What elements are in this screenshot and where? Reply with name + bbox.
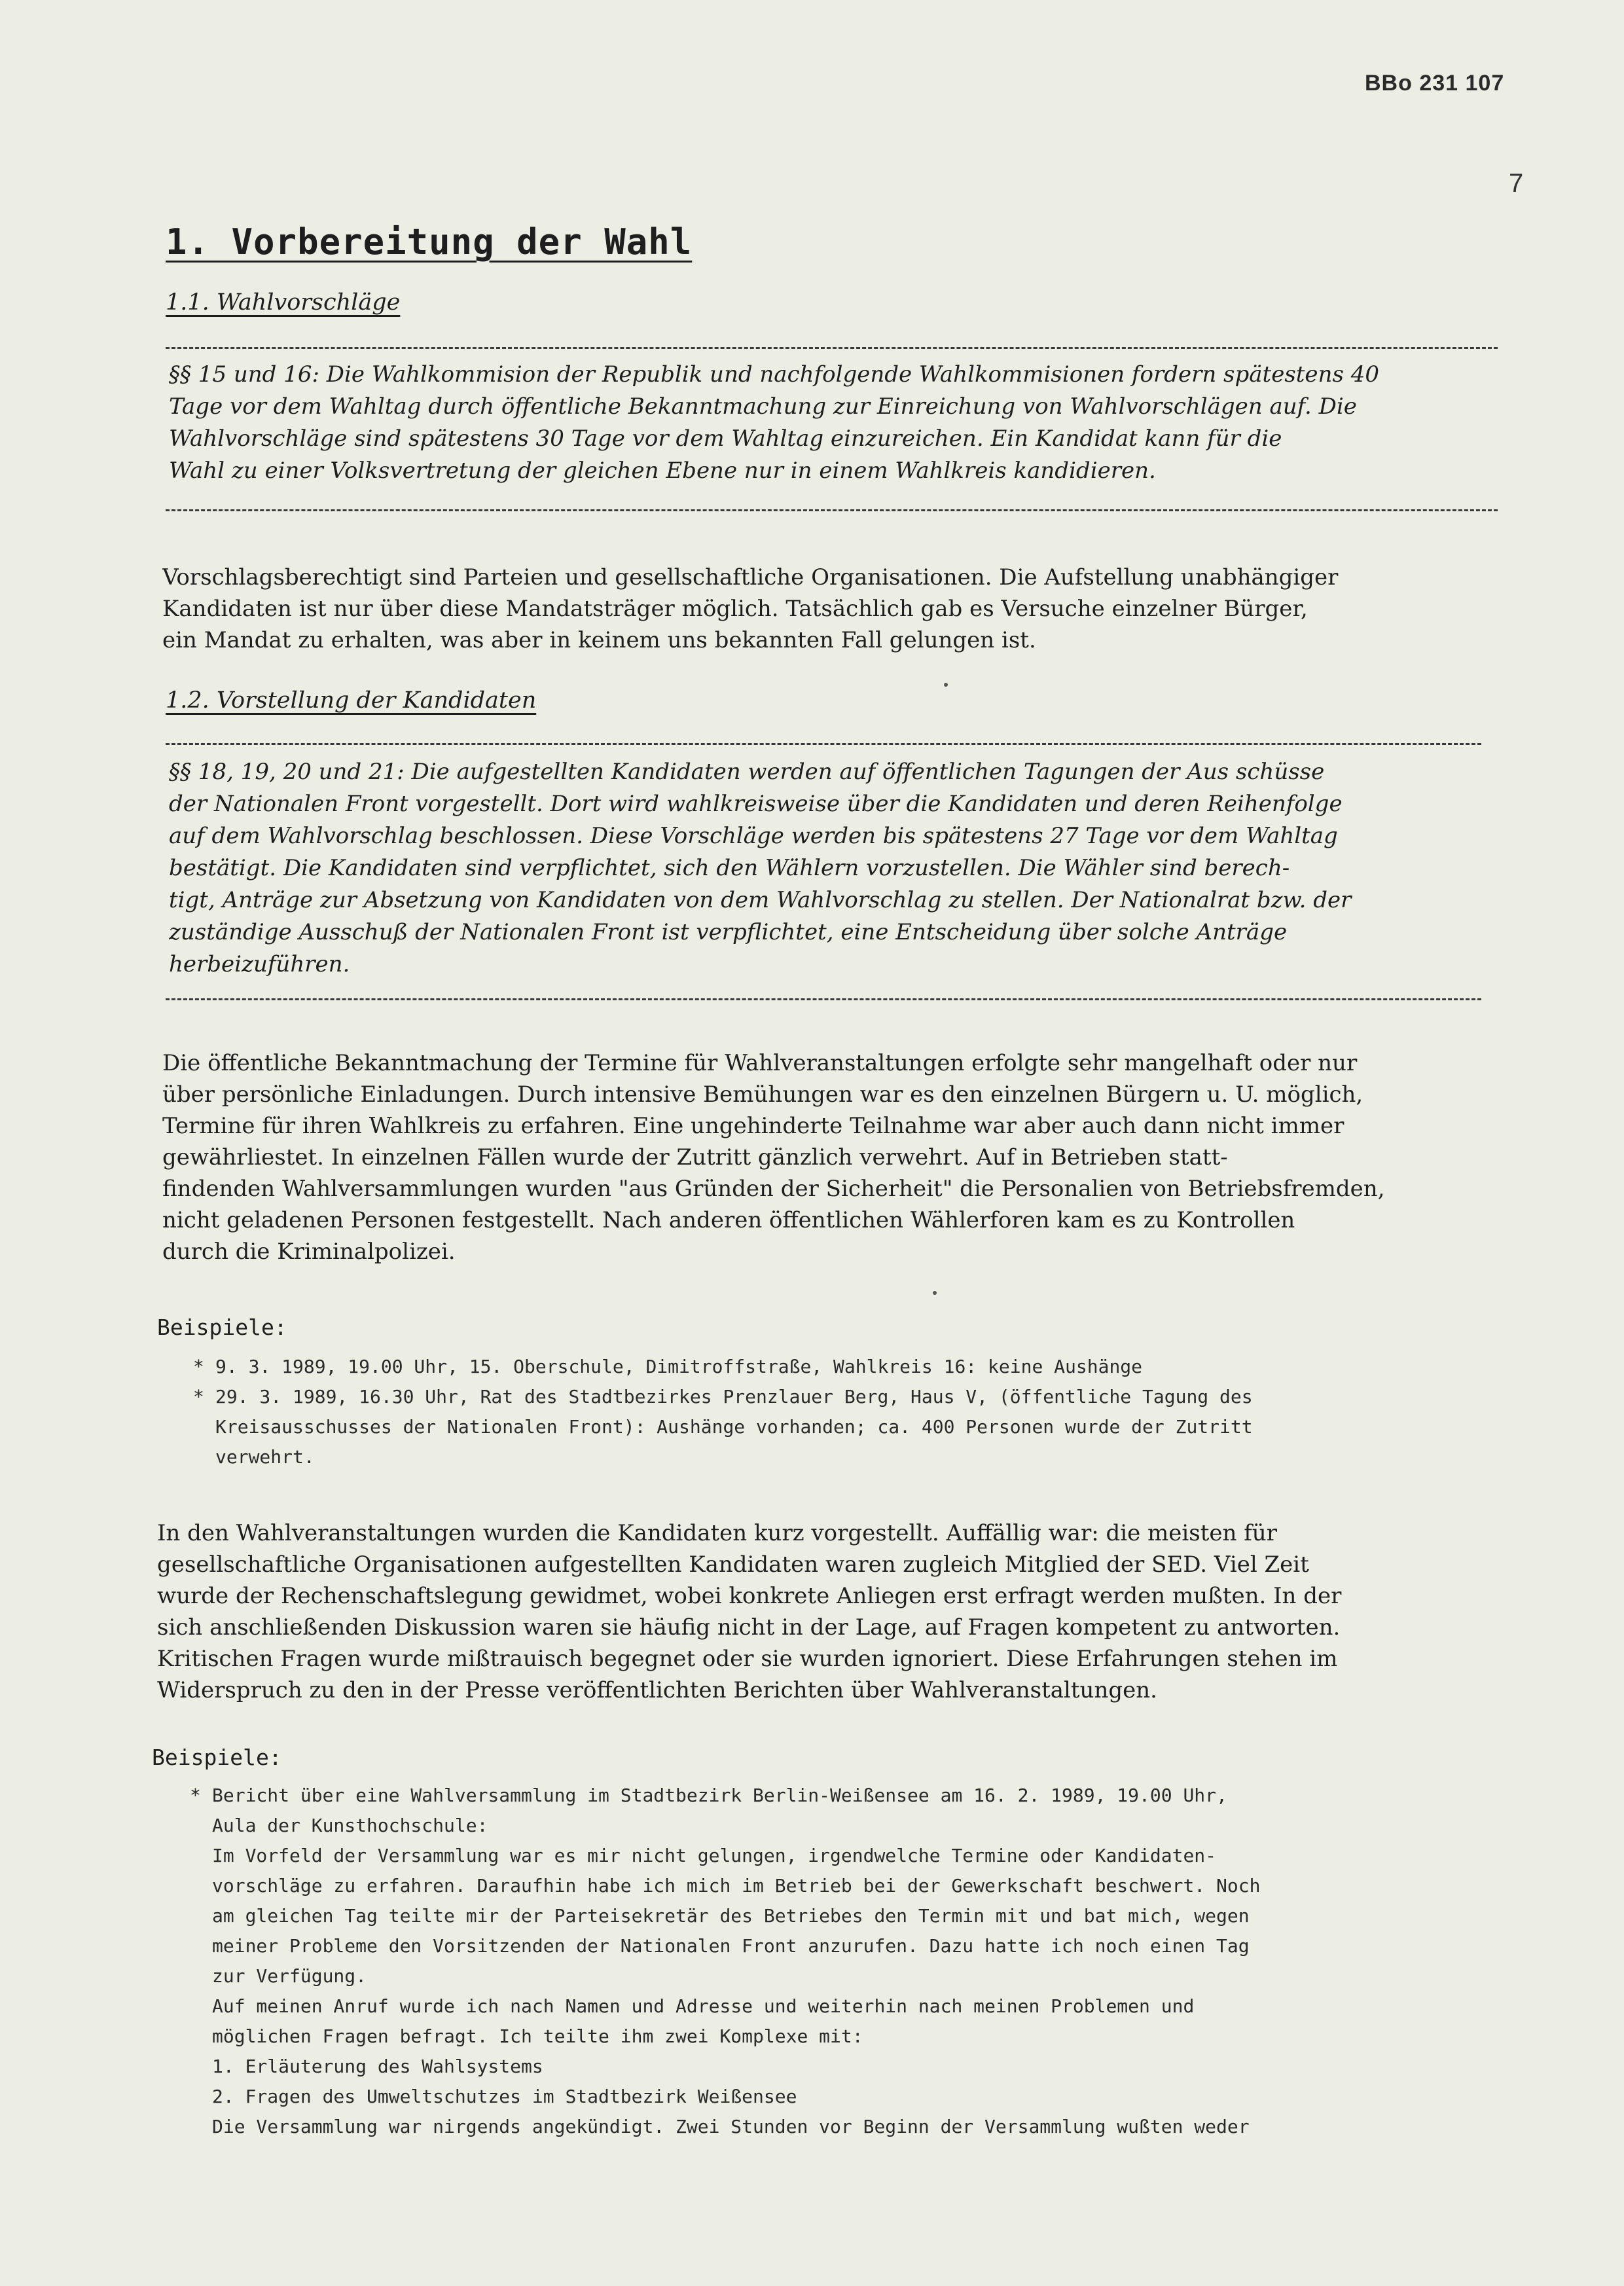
legal-text-1-1 — [169, 359, 1498, 487]
text-line: 29. 3. 1989, 16.30 Uhr, Rat des Stadtbezirkes Prenzlauer Berg, Haus V, (öffentliche Tagung des — [215, 1386, 1253, 1407]
text-line: Kandidaten ist nur über diese Mandatsträger möglich. Tatsächlich gab es Versuche einzelner Bürger, — [162, 596, 1308, 622]
list-item — [193, 1382, 1489, 1472]
examples-label-2: Beispiele: — [152, 1745, 282, 1770]
text-line: vorschläge zu erfahren. Daraufhin habe ich mich im Betrieb bei der Gewerkschaft beschwert. Noch — [212, 1875, 1261, 1896]
text-line: Aula der Kunsthochschule: — [212, 1815, 488, 1836]
list-item-text — [215, 1382, 1253, 1472]
divider — [166, 347, 1498, 349]
text-line: findenden Wahlversammlungen wurden "aus Gründen der Sicherheit" die Personalien von Betriebsfremden, — [162, 1176, 1385, 1202]
bullet-marker: * — [193, 1386, 204, 1407]
section-title-1-1: 1.1. Wahlvorschläge — [166, 289, 401, 316]
text-line: gewährliestet. In einzelnen Fällen wurde der Zutritt gänzlich verwehrt. Auf in Betrieben statt- — [162, 1144, 1228, 1170]
list-item — [193, 1352, 1489, 1382]
text-line: sich anschließenden Diskussion waren sie häufig nicht in der Lage, auf Fragen kompetent zu antworten. — [157, 1614, 1341, 1641]
text-line: Wahlvorschläge sind spätestens 30 Tage vor dem Wahltag einzureichen. Ein Kandidat kann für die — [169, 426, 1282, 452]
text-line: wurde der Rechenschaftslegung gewidmet, wobei konkrete Anliegen erst erfragt werden mußten. In der — [157, 1583, 1342, 1609]
speck-mark — [944, 683, 948, 687]
text-line: Kreisausschusses der Nationalen Front): Aushänge vorhanden; ca. 400 Personen wurde der Zutritt — [215, 1416, 1253, 1438]
legal-text-1-2 — [169, 756, 1501, 981]
text-line: Auf meinen Anruf wurde ich nach Namen und Adresse und weiterhin nach meinen Problemen und — [212, 1995, 1195, 2017]
bullet-marker: * — [193, 1356, 204, 1377]
divider — [166, 743, 1481, 745]
text-line: ein Mandat zu erhalten, was aber in keinem uns bekannten Fall gelungen ist. — [162, 627, 1036, 653]
speck-mark — [933, 1291, 937, 1295]
text-line: herbeizuführen. — [169, 951, 350, 977]
chapter-heading: 1. Vorbereitung der Wahl — [166, 221, 693, 263]
text-line: tigt, Anträge zur Absetzung von Kandidaten von dem Wahlvorschlag zu stellen. Der Nationalrat bzw. der — [169, 887, 1352, 913]
text-line: 2. Fragen des Umweltschutzes im Stadtbezirk Weißensee — [212, 2086, 797, 2107]
text-line: 1. Erläuterung des Wahlsystems — [212, 2056, 543, 2077]
paragraph-1-1 — [162, 562, 1498, 656]
text-line: §§ 18, 19, 20 und 21: Die aufgestellten Kandidaten werden auf öffentlichen Tagungen der Aus schüsse — [169, 759, 1325, 785]
text-line: bestätigt. Die Kandidaten sind verpflichtet, sich den Wählern vorzustellen. Die Wähler sind berech- — [169, 855, 1290, 881]
text-line: verwehrt. — [215, 1446, 315, 1468]
text-line: zur Verfügung. — [212, 1965, 367, 1987]
section-title-1-2: 1.2. Vorstellung der Kandidaten — [166, 687, 537, 714]
text-line: Im Vorfeld der Versammlung war es mir nicht gelungen, irgendwelche Termine oder Kandidaten- — [212, 1845, 1217, 1866]
text-line: Tage vor dem Wahltag durch öffentliche Bekanntmachung zur Einreichung von Wahlvorschlägen auf. Die — [169, 393, 1357, 420]
text-line: gesellschaftliche Organisationen aufgestellten Kandidaten waren zugleich Mitglied der SED. Viel Zeit — [157, 1551, 1309, 1578]
archive-id: BBo 231 107 — [1365, 71, 1505, 96]
text-line: möglichen Fragen befragt. Ich teilte ihm zwei Komplexe mit: — [212, 2025, 863, 2047]
examples-label: Beispiele: — [157, 1315, 287, 1340]
text-line: In den Wahlveranstaltungen wurden die Kandidaten kurz vorgestellt. Auffällig war: die meisten für — [157, 1520, 1277, 1546]
text-line: Vorschlagsberechtigt sind Parteien und gesellschaftliche Organisationen. Die Aufstellung unabhängiger — [162, 564, 1339, 590]
text-line: Termine für ihren Wahlkreis zu erfahren. Eine ungehinderte Teilnahme war aber auch dann nicht immer — [162, 1113, 1344, 1139]
text-line: durch die Kriminalpolizei. — [162, 1239, 456, 1265]
text-line: meiner Probleme den Vorsitzenden der Nationalen Front anzurufen. Dazu hatte ich noch einen Tag — [212, 1935, 1250, 1957]
examples-list — [193, 1352, 1489, 1472]
divider — [166, 509, 1498, 511]
text-line: zuständige Ausschuß der Nationalen Front ist verpflichtet, eine Entscheidung über solche Anträge — [169, 919, 1288, 945]
page-number: 7 — [1509, 169, 1524, 198]
text-line: §§ 15 und 16: Die Wahlkommision der Republik und nachfolgende Wahlkommisionen fordern spätestens 40 — [169, 361, 1379, 388]
divider — [166, 998, 1481, 1000]
report-block — [190, 1781, 1492, 2142]
text-line: nicht geladenen Personen festgestellt. Nach anderen öffentlichen Wählerforen kam es zu Kontrollen — [162, 1207, 1295, 1233]
text-line: 9. 3. 1989, 19.00 Uhr, 15. Oberschule, Dimitroffstraße, Wahlkreis 16: keine Aushänge — [215, 1356, 1143, 1377]
list-item — [190, 1781, 1492, 2142]
text-line: am gleichen Tag teilte mir der Parteisekretär des Betriebes den Termin mit und bat mich, wegen — [212, 1905, 1250, 1927]
text-line: Die Versammlung war nirgends angekündigt. Zwei Stunden vor Beginn der Versammlung wußten weder — [212, 2116, 1250, 2137]
text-line: Die öffentliche Bekanntmachung der Termine für Wahlveranstaltungen erfolgte sehr mangelhaft oder nur — [162, 1050, 1358, 1076]
text-line: Kritischen Fragen wurde mißtrauisch begegnet oder sie wurden ignoriert. Diese Erfahrungen stehen im — [157, 1646, 1338, 1672]
paragraph-1-2 — [162, 1047, 1494, 1267]
text-line: auf dem Wahlvorschlag beschlossen. Diese Vorschläge werden bis spätestens 27 Tage vor dem Wahltag — [169, 823, 1338, 849]
text-line: Bericht über eine Wahlversammlung im Stadtbezirk Berlin-Weißensee am 16. 2. 1989, 19.00 Uhr, — [212, 1785, 1227, 1806]
text-line: Wahl zu einer Volksvertretung der gleichen Ebene nur in einem Wahlkreis kandidieren. — [169, 458, 1156, 484]
list-item-text — [212, 1781, 1260, 2142]
text-line: über persönliche Einladungen. Durch intensive Bemühungen war es den einzelnen Bürgern u. U. möglich, — [162, 1081, 1363, 1108]
paragraph-1-2-b — [157, 1517, 1489, 1706]
text-line: Widerspruch zu den in der Presse veröffentlichten Berichten über Wahlveranstaltungen. — [157, 1677, 1157, 1703]
list-item-text — [215, 1352, 1142, 1382]
text-line: der Nationalen Front vorgestellt. Dort wird wahlkreisweise über die Kandidaten und deren Reihenfolge — [169, 791, 1343, 817]
bullet-marker: * — [190, 1785, 201, 1806]
